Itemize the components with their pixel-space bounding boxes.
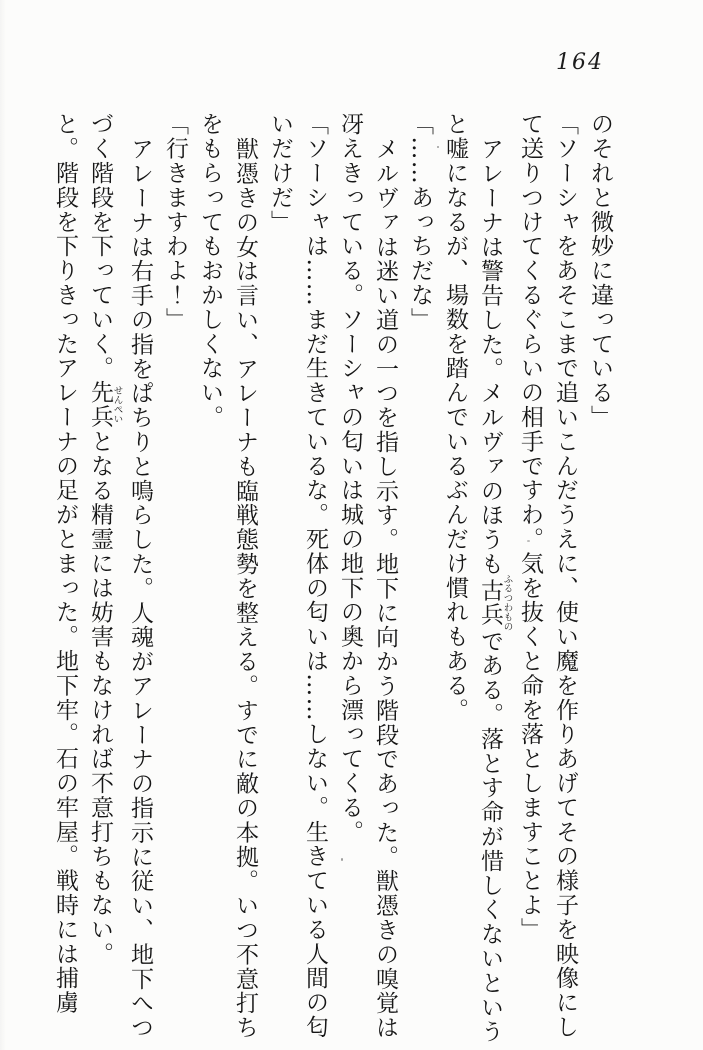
text-column: 冴えきっている。ソーシャの匂いは城の地下の奥から漂ってくる。 xyxy=(337,112,363,844)
scan-speck xyxy=(437,146,439,148)
ruby-annotated-word: 先兵せんぺい xyxy=(87,380,123,430)
text-column: て送りつけてくるぐらいの相手ですわ。気を抜くと命を落としますことよ」 xyxy=(517,112,543,942)
page-number: 164 xyxy=(556,50,604,75)
text-column: いだけだ」 xyxy=(267,112,293,234)
text-column: のそれと微妙に違っている」 xyxy=(587,112,613,430)
text-column: 「……あっちだな」 xyxy=(407,112,433,332)
text-column: づく階段を下っていく。先兵せんぺいとなる精霊には妨害もなければ不意打ちもない。 xyxy=(87,112,123,967)
text-column: と嘘になるが、場数を踏んでいるぶんだけ慣れもある。 xyxy=(442,112,468,722)
text-column: 獣憑きの女は言い、アレーナも臨戦態勢を整える。すでに敵の本拠。いつ不意打ち xyxy=(232,136,258,1040)
text-column: アレーナは警告した。メルヴァのほうも古兵ふるつわものである。落とす命が惜しくないという xyxy=(477,136,513,1044)
text-column: アレーナは右手の指をぱちりと鳴らした。人魂がアレーナの指示に従い、地下へつ xyxy=(127,136,153,1040)
text-column: 「行きますわよ！」 xyxy=(162,112,188,332)
text-columns xyxy=(47,112,617,1044)
scan-speck xyxy=(527,540,530,542)
scan-speck xyxy=(341,858,343,861)
text-column: 「ソーシャは……まだ生きているな。死体の匂いは……しない。生きている人間の匂 xyxy=(302,112,328,1040)
text-column: メルヴァは迷い道の一つを指し示す。地下に向かう階段であった。獣憑きの嗅覚は xyxy=(372,136,398,1040)
ruby-annotated-word: 古兵ふるつわもの xyxy=(477,573,513,631)
text-column: をもらってもおかしくない。 xyxy=(197,112,223,430)
text-column: と。階段を下りきったアレーナの足がとまった。地下牢。石の牢屋。戦時には捕虜 xyxy=(52,112,78,1015)
text-column: 「ソーシャをあそこまで追いこんだうえに、使い魔を作りあげてその様子を映像にし xyxy=(552,112,578,1040)
